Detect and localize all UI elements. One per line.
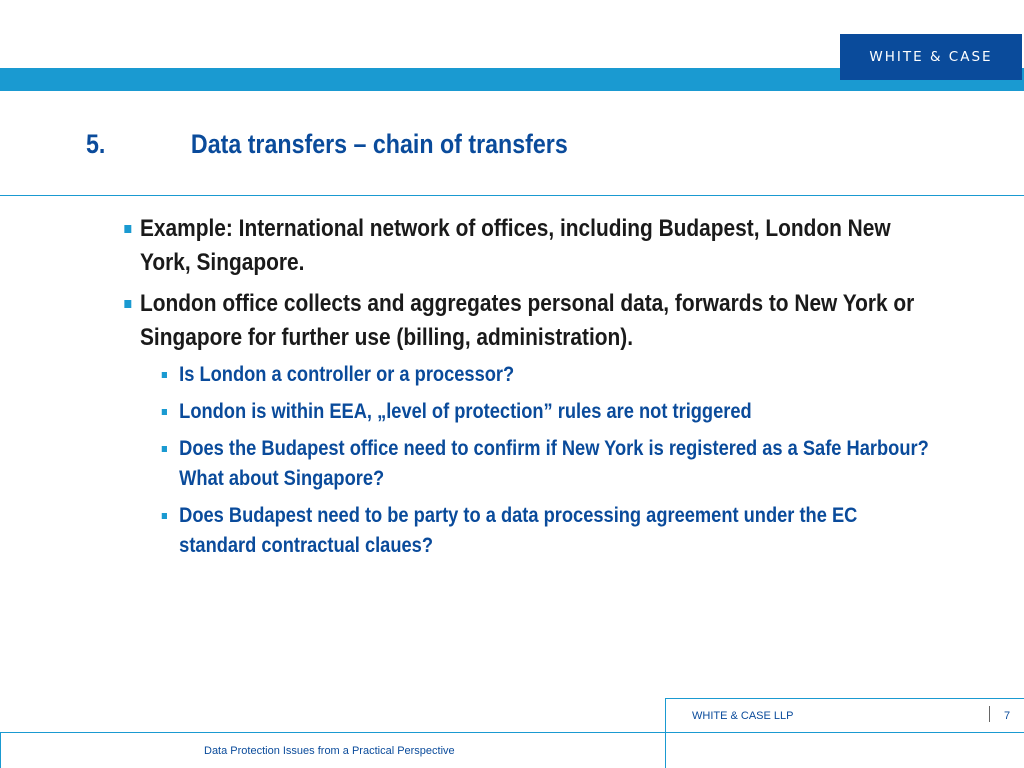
firm-logo [840, 34, 1022, 80]
footer-divider-top [665, 698, 1024, 699]
footer-firm-name: WHITE & CASE LLP [692, 710, 794, 722]
sub-bullet-text: Does the Budapest office need to confirm if New York is registered as a Safe Harbour? What about Singapore? [179, 437, 929, 490]
sub-bullet-item [159, 360, 929, 390]
slide-content [120, 212, 929, 568]
sub-bullet-item [159, 501, 929, 561]
page-number: 7 [1004, 710, 1011, 722]
sub-bullet-text: Does Budapest need to be party to a data processing agreement under the EC standard contractual claues? [179, 504, 858, 557]
sub-bullet-text: Is London a controller or a processor? [179, 363, 515, 386]
square-bullet-icon [162, 409, 167, 415]
logo-text: WHITE & CASE [869, 49, 993, 65]
slide-title [86, 124, 568, 164]
footer-caption: Data Protection Issues from a Practical Perspective [204, 745, 455, 757]
footer-separator [989, 706, 990, 722]
title-divider [0, 195, 1024, 196]
sub-bullet-list [159, 360, 929, 561]
footer-divider-vertical [665, 698, 666, 768]
square-bullet-icon [162, 446, 167, 452]
sub-bullet-text: London is within EEA, „level of protection” rules are not triggered [179, 400, 752, 423]
slide-title-text: Data transfers – chain of transfers [190, 128, 568, 159]
square-bullet-icon [124, 300, 131, 308]
bullet-item [120, 212, 929, 280]
footer-divider-middle [0, 732, 1024, 733]
footer-divider-left [0, 732, 1, 768]
slide-section-number: 5. [86, 128, 106, 159]
bullet-text: London office collects and aggregates personal data, forwards to New York or Singapore for further use (billing, administration). [140, 290, 915, 351]
square-bullet-icon [162, 372, 167, 378]
square-bullet-icon [162, 513, 167, 519]
square-bullet-icon [124, 225, 131, 233]
bullet-text: Example: International network of offices, including Budapest, London New York, Singapore. [140, 215, 891, 276]
sub-bullet-item [159, 397, 929, 427]
sub-bullet-item [159, 434, 929, 494]
bullet-item [120, 287, 929, 355]
